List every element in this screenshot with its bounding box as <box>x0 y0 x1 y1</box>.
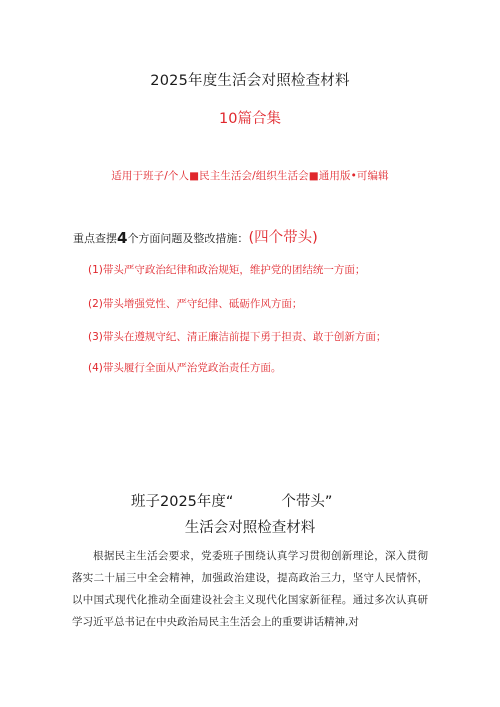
section-title-part1: 班子2025年度“ <box>131 494 234 510</box>
focus-item: (2)带头增强党性、严守纪律、砥砺作风方面； <box>88 298 303 310</box>
focus-highlight: (四个带头) <box>248 230 318 246</box>
focus-suffix: 个方面问题及整改措施： <box>127 232 249 245</box>
focus-item: (4)带头履行全面从严治党政治责任方面。 <box>88 362 282 374</box>
focus-item: (1)带头严守政治纪律和政治规矩，维护党的团结统一方面； <box>88 264 366 276</box>
focus-heading <box>73 226 318 247</box>
section-title-part2: 个带头” <box>281 494 333 510</box>
focus-prefix: 重点查摆 <box>73 232 117 245</box>
section-title-line2: 生活会对照检查材料 <box>184 520 316 536</box>
document-title: 2025年度生活会对照检查材料 <box>150 73 350 89</box>
focus-item: (3)带头在遵规守纪、清正廉洁前提下勇于担责、敢于创新方面； <box>88 331 387 343</box>
document-subtitle: 10篇合集 <box>219 111 281 127</box>
focus-number: 4 <box>117 229 128 247</box>
document-tagline: 适用于班子/个人■民主生活会/组织生活会■通用版•可编辑 <box>111 170 389 182</box>
section-title-line1 <box>131 490 332 511</box>
section-body: 根据民主生活会要求，党委班子围绕认真学习贯彻创新理论，深入贯彻落实二十届三中全会精神，加强政治建设，提高政治三力，坚守人民情怀，以中国式现代化推动全面建设社会主义现代化国家新征程。通过多次认真研学习近平总书记在中央政治局民主生活会上的重要讲话精神,对 <box>72 550 428 628</box>
